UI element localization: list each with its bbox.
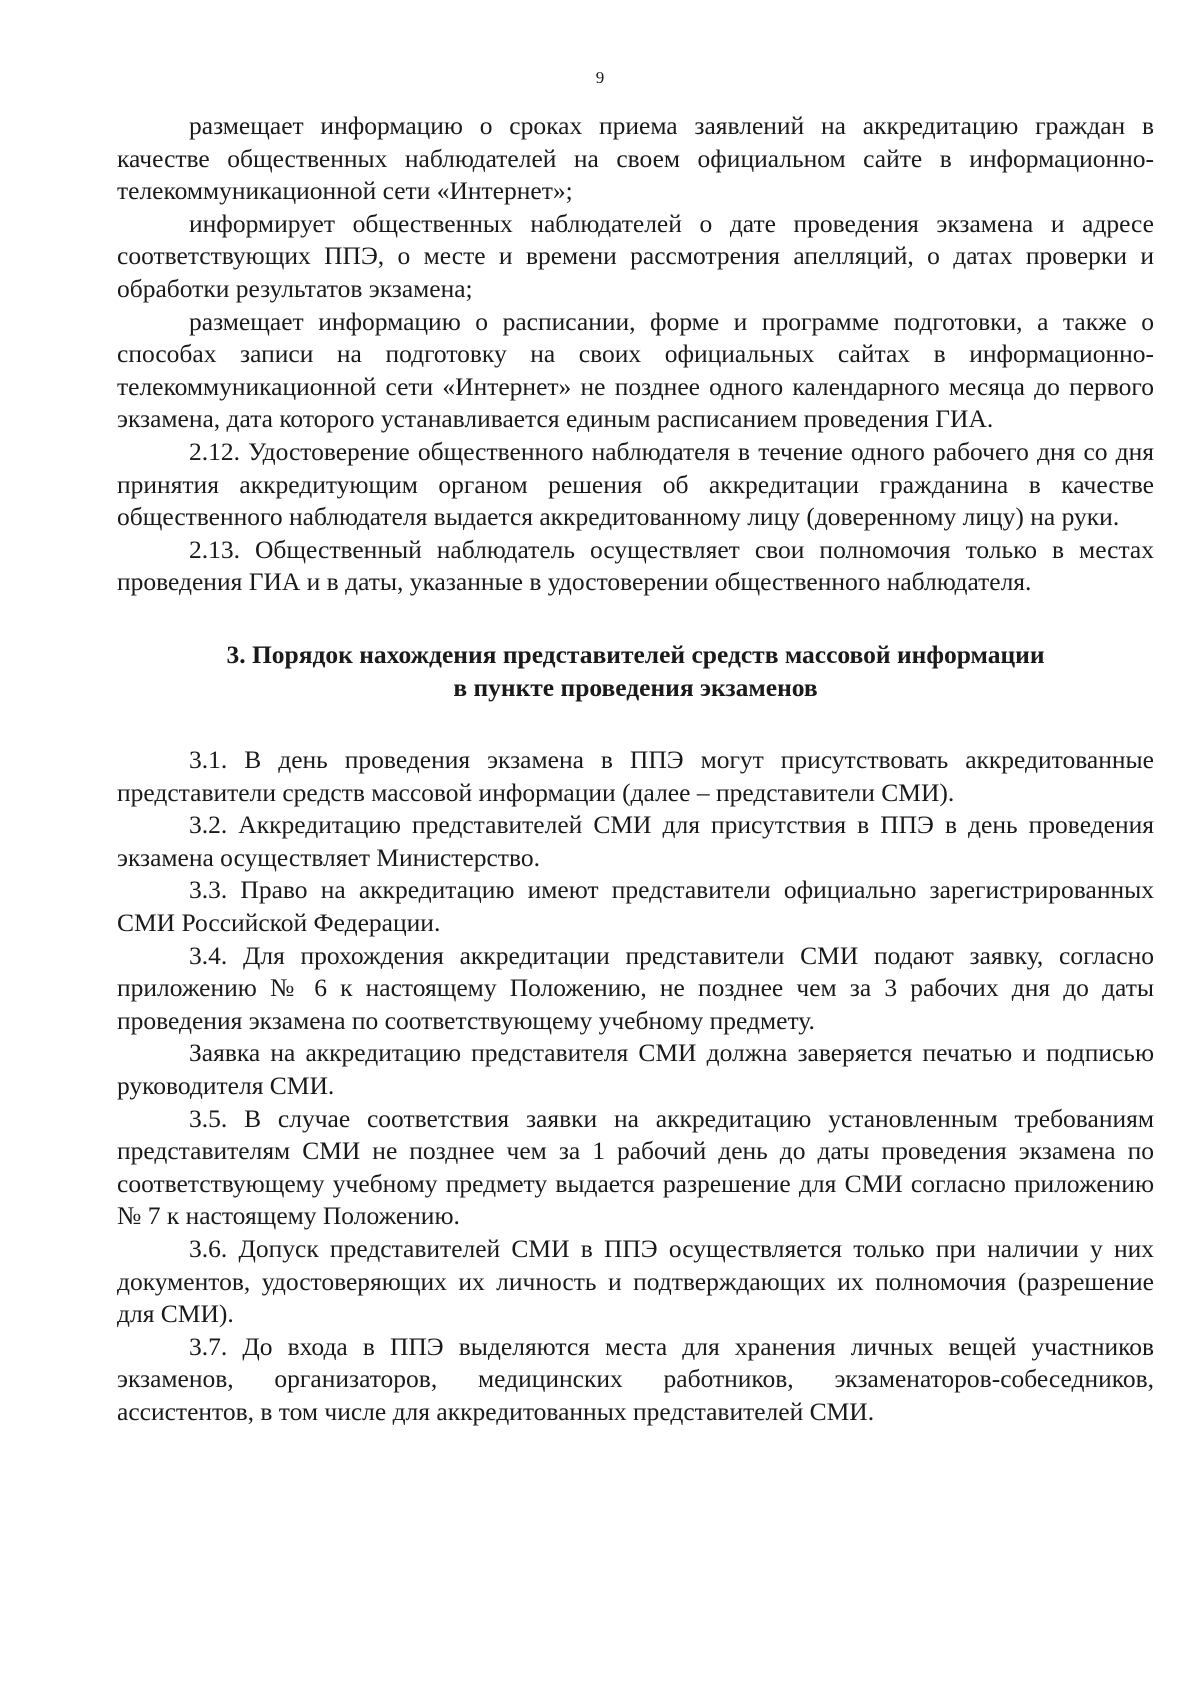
paragraph-3-1: 3.1. В день проведения экзамена в ППЭ могут присутствовать аккредитованные представители средств массовой информации (далее – представители СМИ). (117, 745, 1154, 807)
section-heading-line-2: в пункте проведения экзаменов (453, 672, 818, 702)
paragraph-3-3: 3.3. Право на аккредитацию имеют представители официально зарегистрированных СМИ Российской Федерации. (117, 875, 1154, 938)
paragraph: информирует общественных наблюдателей о дате проведения экзамена и адресе соответствующих ППЭ, о месте и времени рассмотрения апелляций, о датах проверки и обработки результатов экзамена; (117, 208, 1154, 303)
paragraph-3-4: 3.4. Для прохождения аккредитации представители СМИ подают заявку, согласно приложению № 6 к настоящему Положению, не позднее чем за 3 рабочих дня до даты проведения экзамена по соответствующему учебному предмету. (117, 940, 1154, 1035)
paragraph: размещает информацию о расписании, форме и программе подготовки, а также о способах записи на подготовку на своих официальных сайтах в информационно-телекоммуникационной сети «Интернет» не позднее одного календарного месяца до первого экзамена, дата которого устанавливается единым расписанием проведения ГИА. (117, 306, 1154, 434)
paragraph-2-13: 2.13. Общественный наблюдатель осуществляет свои полномочия только в местах проведения ГИА и в даты, указанные в удостоверении общественного наблюдателя. (117, 534, 1154, 597)
page-number: 9 (595, 68, 605, 87)
paragraph: Заявка на аккредитацию представителя СМИ должна заверяется печатью и подписью руководителя СМИ. (117, 1038, 1154, 1101)
paragraph-3-6: 3.6. Допуск представителей СМИ в ППЭ осуществляется только при наличии у них документов, удостоверяющих их личность и подтверждающих их полномочия (разрешение для СМИ). (117, 1234, 1154, 1329)
paragraph-3-7: 3.7. До входа в ППЭ выделяются места для хранения личных вещей участников экзаменов, организаторов, медицинских работников, экзаменаторов-собеседников, ассистентов, в том числе для аккредитованных представителей СМИ. (117, 1331, 1154, 1426)
paragraph-3-5: 3.5. В случае соответствия заявки на аккредитацию установленным требованиям представителям СМИ не позднее чем за 1 рабочий день до даты проведения экзамена по соответствующему учебному предмету выдается разрешение для СМИ согласно приложению № 7 к настоящему Положению. (117, 1103, 1154, 1231)
paragraph-3-2: 3.2. Аккредитацию представителей СМИ для присутствия в ППЭ в день проведения экзамена осуществляет Министерство. (117, 810, 1154, 872)
section-heading-line-1: 3. Порядок нахождения представителей средств массовой информации (226, 639, 1045, 669)
section-3-heading (117, 639, 1154, 704)
paragraph: размещает информацию о сроках приема заявлений на аккредитацию граждан в качестве общественных наблюдателей на своем официальном сайте в информационно-телекоммуникационной сети «Интернет»; (117, 111, 1154, 206)
paragraph-2-12: 2.12. Удостоверение общественного наблюдателя в течение одного рабочего дня со дня принятия аккредитующим органом решения об аккредитации гражданина в качестве общественного наблюдателя выдается аккредитованному лицу (доверенному лицу) на руки. (117, 436, 1154, 532)
document-body (117, 110, 1154, 1429)
